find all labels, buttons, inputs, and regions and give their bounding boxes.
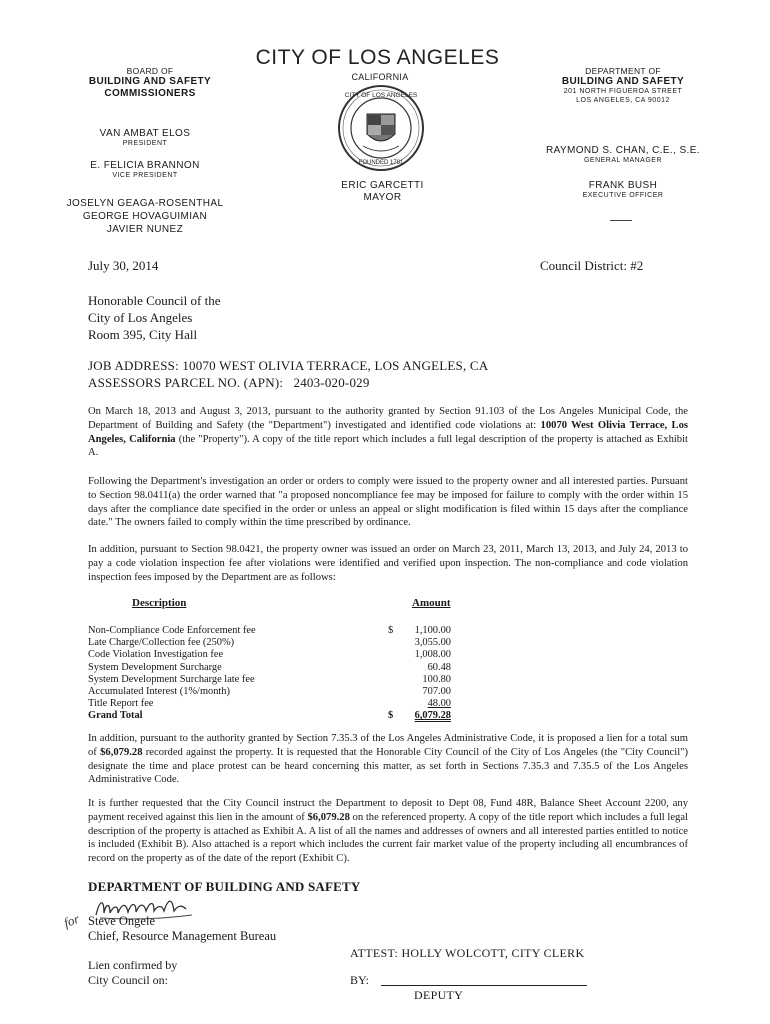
property-address-bold: 10070 West Olivia Terrace, Los Angeles, California: [88, 419, 688, 445]
assessor-parcel-number: ASSESSORS PARCEL NO. (APN): 2403-020-029: [88, 375, 370, 390]
fee-total-row: [88, 710, 451, 722]
commissioner-member: JOSELYN GEAGA-ROSENTHAL: [66, 198, 224, 209]
board-line1: BOARD OF: [126, 66, 174, 76]
signature-line: [381, 985, 587, 986]
executive-officer-title: EXECUTIVE OFFICER: [582, 192, 664, 199]
text: It is further requested that the City Council instruct the Department to deposit to Dept 08, Fund 48R, Balance Sheet Account 2200, any payment received against this lien in the amount of: [88, 798, 688, 823]
fee-description: Non-Compliance Code Enforcement fee: [88, 625, 256, 636]
fee-row: [88, 662, 451, 674]
fee-amount: 1,008.00: [414, 649, 451, 661]
svg-text:CITY OF LOS ANGELES: CITY OF LOS ANGELES: [344, 92, 418, 99]
lien-confirmed-label: [88, 958, 177, 988]
letter-date: July 30, 2014: [88, 258, 159, 273]
commissioner-president-name: VAN AMBAT ELOS: [99, 128, 191, 139]
fee-table: [88, 625, 451, 723]
signer-name: Steve Ongele: [88, 914, 155, 928]
text: (the "Property"). A copy of the title report which includes a full legal description of the property is attached as Exhibit A.: [88, 433, 688, 459]
fee-currency: [388, 637, 404, 649]
fee-row: [88, 686, 451, 698]
mayor-title: MAYOR: [363, 192, 402, 203]
text: on the referenced property. A copy of the title report which includes a full legal description of the property is attached as Exhibit A. A list of all the names and addresses of owners and all interested parties entitled to notice is included (Exhibit B). Also attached is a report which includes the current fair market value of the property including all encumbrances of record on the property as of the date of the report (Exhibit C).: [88, 811, 689, 865]
job-address: JOB ADDRESS: 10070 WEST OLIVIA TERRACE, LOS ANGELES, CA: [88, 358, 489, 373]
board-line2: BUILDING AND SAFETY: [88, 76, 212, 87]
commissioner-member: JAVIER NUNEZ: [106, 224, 184, 235]
fee-amount: 1,100.00: [414, 625, 451, 636]
lien-line: City Council on:: [88, 973, 169, 987]
commissioner-vp-title: VICE PRESIDENT: [112, 172, 178, 179]
fee-currency: [388, 674, 404, 686]
letterhead-state: CALIFORNIA: [351, 72, 409, 82]
dept-line2: BUILDING AND SAFETY: [561, 76, 685, 87]
general-manager-name: RAYMOND S. CHAN, C.E., S.E.: [546, 145, 700, 156]
dept-address-line1: 201 NORTH FIGUEROA STREET: [563, 88, 683, 95]
lien-amount-bold: $6,079.28: [307, 811, 350, 823]
fee-row: [88, 674, 451, 686]
fee-amount: 60.48: [427, 661, 451, 673]
fee-description: Accumulated Interest (1%/month): [88, 686, 230, 698]
commissioner-member: GEORGE HOVAGUIMIAN: [82, 211, 208, 222]
paragraph-lien-proposal: [88, 732, 688, 787]
fee-description: System Development Surcharge late fee: [88, 673, 255, 685]
fee-description: Code Violation Investigation fee: [88, 649, 224, 661]
recipient-line: City of Los Angeles: [88, 310, 193, 325]
fee-currency: [388, 686, 404, 698]
fee-table-header-description: Description: [132, 597, 187, 609]
fee-row: [88, 625, 451, 637]
fee-currency: $: [388, 625, 394, 636]
attest-line: ATTEST: HOLLY WOLCOTT, CITY CLERK: [350, 946, 585, 960]
fee-amount: 3,055.00: [414, 637, 451, 649]
dept-line1: DEPARTMENT OF: [585, 66, 661, 76]
fee-total-amount: 6,079.28: [414, 710, 451, 722]
fee-currency: [388, 698, 404, 710]
commissioner-president-title: PRESIDENT: [122, 140, 168, 147]
paragraph-inspection-fees: In addition, pursuant to Section 98.0421, the property owner was issued an order on March 23, 2011, March 13, 2013, and July 24, 2013 to pay a code violation inspection fee after violations were identified and verified upon inspection. The non-compliance and code violation inspection fees imposed by the Department are as follows:: [88, 544, 688, 583]
fee-amount: 48.00: [427, 698, 451, 710]
fee-description: System Development Surcharge: [88, 661, 222, 673]
paragraph-investigation: [88, 405, 688, 460]
letterhead-title: CITY OF LOS ANGELES: [255, 46, 500, 69]
fee-currency: [388, 662, 404, 674]
signer-title: Chief, Resource Management Bureau: [88, 929, 277, 943]
divider: [610, 220, 632, 221]
commissioner-vp-name: E. FELICIA BRANNON: [90, 160, 200, 171]
fee-description: Title Report fee: [88, 698, 154, 710]
signature-department: DEPARTMENT OF BUILDING AND SAFETY: [88, 879, 361, 894]
svg-text:FOUNDED 1781: FOUNDED 1781: [358, 160, 404, 166]
city-seal: [337, 84, 425, 172]
deputy-label: DEPUTY: [414, 988, 464, 1002]
board-line3: COMMISSIONERS: [104, 88, 196, 99]
handwritten-for-note: for: [61, 910, 82, 931]
recipient-address: [88, 292, 221, 343]
fee-currency: [388, 649, 404, 661]
text: On March 18, 2013 and August 3, 2013, pursuant to the authority granted by Section 91.103 of the Los Angeles Municipal Code, the Department of Building and Safety (the "Department") investigated and identified code violations at:: [88, 406, 688, 431]
fee-table-header-amount: Amount: [412, 597, 451, 609]
fee-total-currency: $: [388, 710, 394, 722]
text: recorded against the property. It is requested that the Honorable City Council of the City of Los Angeles (the "City Council") designate the time and place protest can be heard concerning this matter, as set forth in Sections 7.35.3 and 7.35.5 of the Los Angeles Administrative Code.: [88, 746, 688, 786]
text: In addition, pursuant to the authority granted by Section 7.35.3 of the Los Angeles Administrative Code, it is proposed a lien for a total sum of: [88, 733, 688, 758]
executive-officer-name: FRANK BUSH: [588, 180, 658, 191]
paragraph-deposit-request: [88, 797, 688, 866]
recipient-line: Honorable Council of the: [88, 293, 221, 308]
lien-amount-bold: $6,079.28: [100, 746, 143, 758]
lien-line: Lien confirmed by: [88, 958, 178, 972]
fee-amount: 707.00: [422, 686, 451, 698]
fee-row: [88, 649, 451, 661]
fee-amount: 100.80: [422, 673, 451, 685]
fee-description: Late Charge/Collection fee (250%): [88, 637, 235, 649]
fee-row: [88, 637, 451, 649]
council-district: Council District: #2: [540, 258, 644, 273]
dept-address-line2: LOS ANGELES, CA 90012: [576, 97, 670, 104]
paragraph-orders: Following the Department's investigation an order or orders to comply were issued to the property owner and all interested parties. Pursuant to Section 98.0411(a) the order warned that "a proposed noncompliance fee may be imposed for failure to comply with the order within 15 days after the compliance date specified in the order or unless an appeal or slight modification is filed within 15 days after the compliance date." The owners failed to comply within the time prescribed by ordinance.: [88, 476, 688, 529]
by-label: BY:: [350, 973, 369, 987]
fee-row: [88, 698, 451, 710]
recipient-line: Room 395, City Hall: [88, 327, 198, 342]
fee-total-label: Grand Total: [88, 710, 143, 722]
general-manager-title: GENERAL MANAGER: [583, 157, 663, 164]
mayor-name: ERIC GARCETTI: [341, 180, 424, 191]
